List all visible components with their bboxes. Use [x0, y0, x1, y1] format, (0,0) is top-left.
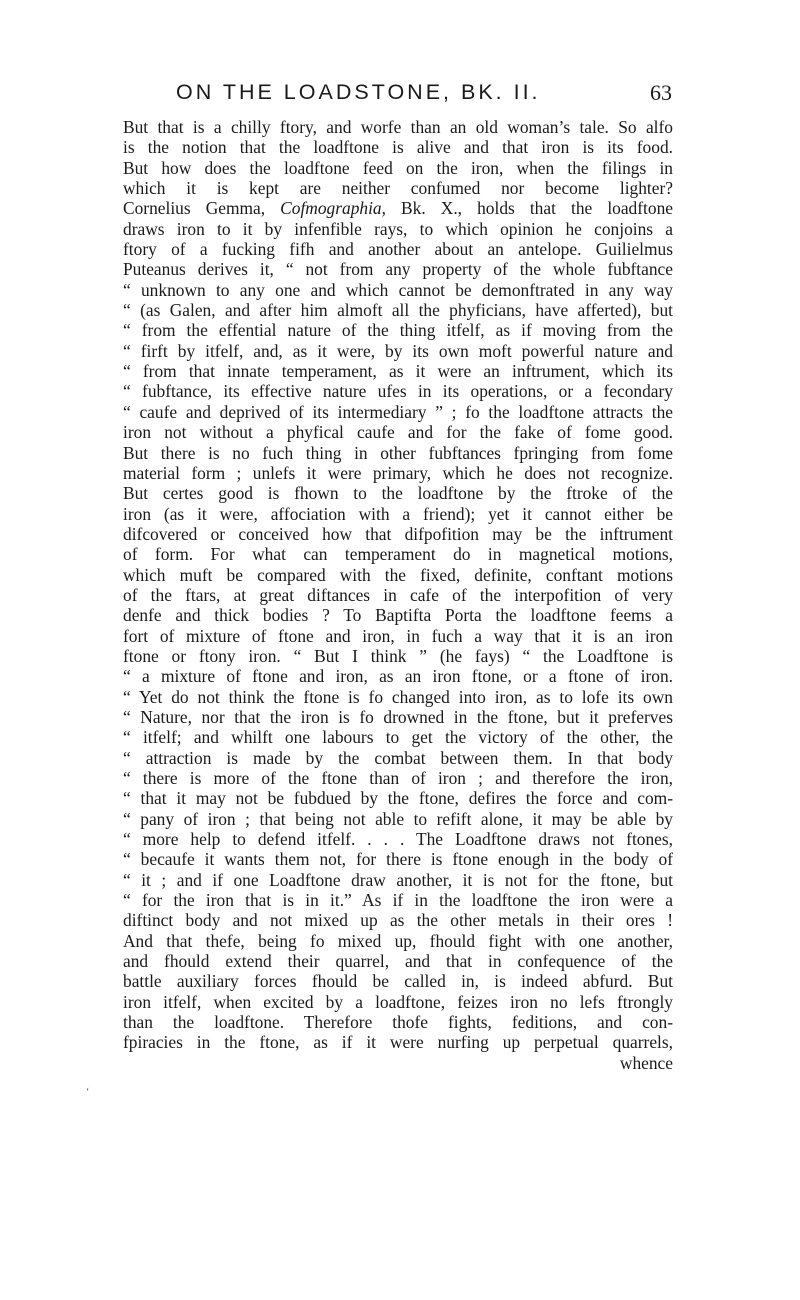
text-line: of form. For what can temperament do in magnetical motions,	[123, 544, 673, 565]
text-line: “ (as Galen, and after him almoft all the phyficians, have afferted), but	[123, 300, 673, 321]
text-line: “ pany of iron ; that being not able to refift alone, it may be able by	[123, 808, 673, 829]
text-line: “ attraction is made by the combat between them. In that body	[123, 747, 673, 768]
book-title: Cofmographia	[280, 198, 382, 219]
text-line: “ fubftance, its effective nature ufes in its operations, or a fecondary	[123, 381, 673, 402]
text-line: But certes good is fhown to the loadftone by the ftroke of the	[123, 483, 673, 504]
text-line: “ Nature, nor that the iron is fo drowned in the ftone, but it preferves	[123, 706, 673, 727]
text-line: But that is a chilly ftory, and worfe than an old woman’s tale. So alfo	[123, 117, 673, 137]
text-line: ftory of a fucking fifh and another about an antelope. Guilielmus	[123, 239, 673, 260]
text-line: “ it ; and if one Loadftone draw another, it is not for the ftone, but	[123, 869, 673, 890]
text-line: which it is kept are neither confumed nor become lighter?	[123, 178, 673, 199]
margin-mark: ‘	[86, 1087, 90, 1098]
text-line: “ firft by itfelf, and, as it were, by its own moft powerful nature and	[123, 340, 673, 361]
text-line: “ caufe and deprived of its intermediary ” ; fo the loadftone attracts the	[123, 401, 673, 422]
text-line: iron itfelf, when excited by a loadftone, feizes iron no lefs ftrongly	[123, 991, 673, 1012]
text-line: “ a mixture of ftone and iron, as an iron ftone, or a ftone of iron.	[123, 666, 673, 687]
page-number: 63	[650, 80, 672, 105]
text-line: battle auxiliary forces fhould be called in, is indeed abfurd. But	[123, 971, 673, 992]
text-line: But there is no fuch thing in other fubftances fpringing from fome	[123, 442, 673, 463]
text-line: fort of mixture of ftone and iron, in fuch a way that it is an iron	[123, 625, 673, 646]
text-line: “ becaufe it wants them not, for there is ftone enough in the body of	[123, 849, 673, 870]
text-line: fpiracies in the ftone, as if it were nurfing up perpetual quarrels,	[123, 1032, 673, 1053]
text-line: iron (as it were, affociation with a friend); yet it cannot either be	[123, 503, 673, 524]
text-line: and fhould extend their quarrel, and that in confequence of the	[123, 951, 673, 972]
text-line: Cornelius Gemma, Cofmographia, Bk. X., holds that the loadftone	[123, 198, 673, 219]
running-head	[176, 80, 672, 116]
text-line: Puteanus derives it, “ not from any property of the whole fubftance	[123, 259, 673, 280]
text-line: whence	[619, 1052, 673, 1073]
text-line: which muft be compared with the fixed, definite, conftant motions	[123, 564, 673, 585]
text-line: difcovered or conceived how that difpofition may be the inftrument	[123, 523, 673, 544]
text-line: “ more help to defend itfelf. . . . The Loadftone draws not ftones,	[123, 829, 673, 850]
text-line: denfe and thick bodies ? To Baptifta Porta the loadftone feems a	[123, 605, 673, 626]
text-line: draws iron to it by infenfible rays, to which opinion he conjoins a	[123, 218, 673, 239]
running-title: ON THE LOADSTONE, BK. II.	[176, 80, 541, 104]
text-line: And that thefe, being fo mixed up, fhould fight with one another,	[123, 930, 673, 951]
text-line: than the loadftone. Therefore thofe fights, feditions, and con-	[123, 1012, 673, 1033]
text-line: diftinct body and not mixed up as the other metals in their ores !	[123, 910, 673, 931]
text-line: of the ftars, at great diftances in cafe of the interpofition of very	[123, 584, 673, 605]
text-line: But how does the loadftone feed on the iron, when the filings in	[123, 157, 673, 178]
text-line: “ from that innate temperament, as it were an inftrument, which its	[123, 361, 673, 382]
text-line: “ that it may not be fubdued by the ftone, defires the force and com-	[123, 788, 673, 809]
text-line: is the notion that the loadftone is alive and that iron is its food.	[123, 137, 673, 158]
text-line: “ Yet do not think the ftone is fo changed into iron, as to lofe its own	[123, 686, 673, 707]
text-line: material form ; unlefs it were primary, which he does not recognize.	[123, 462, 673, 483]
text-line: “ from the effential nature of the thing itfelf, as if moving from the	[123, 320, 673, 341]
body-text	[123, 117, 673, 1073]
text-line: iron not without a phyfical caufe and for the fake of fome good.	[123, 422, 673, 443]
text-line: ftone or ftony iron. “ But I think ” (he fays) “ the Loadftone is	[123, 645, 673, 666]
text-line: “ there is more of the ftone than of iron ; and therefore the iron,	[123, 768, 673, 788]
text-line: “ unknown to any one and which cannot be demonftrated in any way	[123, 279, 673, 300]
text-line: “ for the iron that is in it.” As if in the loadftone the iron were a	[123, 890, 673, 911]
text-line: “ itfelf; and whilft one labours to get the victory of the other, the	[123, 727, 673, 748]
